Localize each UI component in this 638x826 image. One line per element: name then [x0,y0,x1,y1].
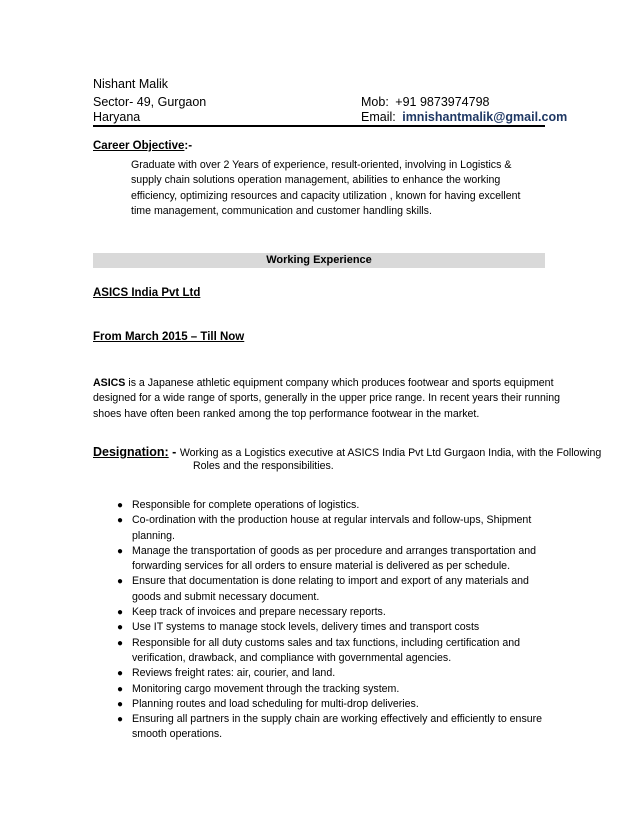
designation-label: Designation: [93,445,169,459]
mobile-row [361,95,489,109]
employment-period: From March 2015 – Till Now [93,331,245,343]
about-line-3: shoes have often been ranked among the top performance footwear in the market. [93,407,480,420]
designation-line-2: Roles and the responsibilities. [193,460,334,472]
objective-line: Graduate with over 2 Years of experience, result-oriented, involving in Logistics & [131,159,512,171]
address-line-1: Sector- 49, Gurgaon [93,95,207,109]
header-divider [93,125,545,127]
list-item: ● Planning routes and load scheduling for multi-drop deliveries. [93,697,553,712]
about-lead: ASICS [93,377,126,389]
list-item: ● Monitoring cargo movement through the tracking system. [93,682,553,697]
objective-line: time management, communication and customer handling skills. [131,204,432,217]
bullet-icon: ● [117,637,124,649]
objective-line: supply chain solutions operation management, abilities to enhance the working [131,174,501,187]
career-objective-suffix: :- [184,140,193,152]
objective-line: efficiency, optimizing resources and capacity utilization , known for having excellent [131,189,521,202]
company-description [93,376,563,422]
bullet-icon: ● [117,622,124,634]
responsibilities-list [93,498,553,743]
about-line-2: designed for a wide range of sports, generally in the upper price range. In recent years their running [93,392,560,405]
bullet-icon: ● [117,545,124,557]
list-item: ● Ensuring all partners in the supply chain are working effectively and efficiently to ensure smooth operations. [117,713,543,741]
working-experience-band: Working Experience [93,253,545,268]
email-label: Email: [361,110,396,124]
email-link[interactable]: imnishantmalik@gmail.com [402,110,568,124]
career-objective-text [131,158,531,219]
list-item: ● Use IT systems to manage stock levels, delivery times and transport costs [93,620,553,635]
designation-row [93,443,601,461]
mobile-label: Mob: [361,95,389,109]
designation-line-1: Working as a Logistics executive at ASICS India Pvt Ltd Gurgaon India, with the Following [179,447,602,459]
list-item: ● Responsible for all duty customs sales and tax functions, including certification and verification, drawback, and compliance with governmental agencies. [117,636,521,664]
list-item: ● Co-ordination with the production house at regular intervals and follow-ups, Shipment planning. [117,514,532,542]
candidate-name: Nishant Malik [93,77,169,91]
bullet-icon: ● [117,607,124,619]
list-item: ● Manage the transportation of goods as per procedure and arranges transportation and forwarding services for all orders to ensure material is delivered as per schedule. [117,544,537,573]
list-item: ● Ensure that documentation is done relating to import and export of any materials and goods and submit necessary document. [117,575,529,603]
bullet-icon: ● [117,698,124,710]
company-name: ASICS India Pvt Ltd [93,287,201,299]
about-line-1 [93,376,563,391]
list-item: ● Keep track of invoices and prepare necessary reports. [93,605,553,620]
about-text: is a Japanese athletic equipment company which produces footwear and sports equipment [125,377,554,389]
mobile-number: +91 9873974798 [395,95,490,109]
career-objective-heading: Career Objective [93,140,185,152]
designation-dash: - [168,445,180,459]
career-objective-heading-row [93,140,192,152]
list-item: ● Reviews freight rates: air, courier, and land. [93,666,553,681]
bullet-icon: ● [117,714,124,726]
bullet-icon: ● [117,500,124,511]
list-item: ● Responsible for complete operations of logistics. [93,498,553,513]
email-row [361,110,567,124]
address-line-2: Haryana [93,110,141,124]
bullet-icon: ● [117,515,124,527]
bullet-icon: ● [117,576,124,588]
bullet-icon: ● [117,683,124,695]
bullet-icon: ● [117,668,124,680]
